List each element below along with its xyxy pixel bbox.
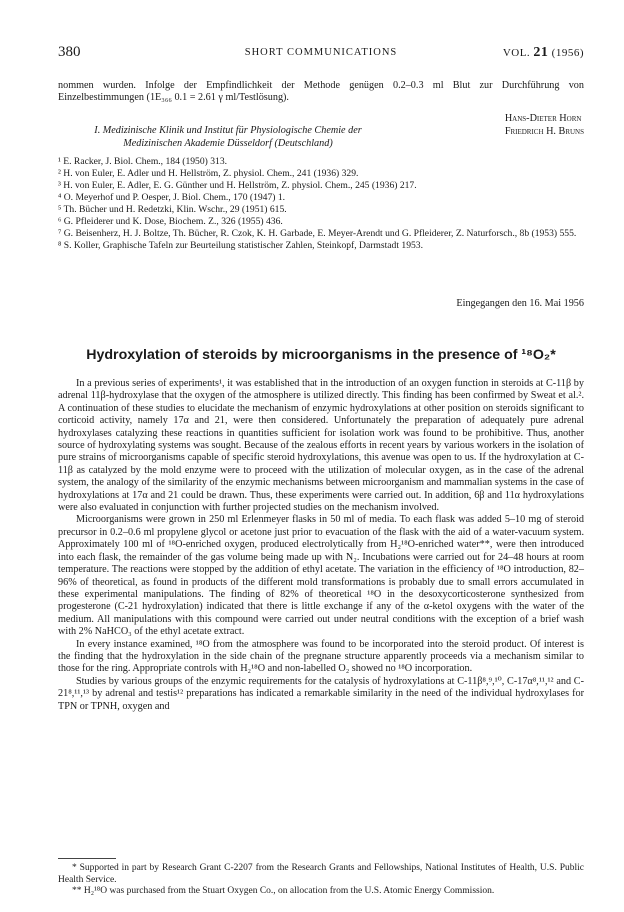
reference-list [58,156,584,252]
reference-item: ⁸ S. Koller, Graphische Tafeln zur Beurteilung statistischer Zahlen, Steinkopf, Darmstadt 1953. [58,240,423,251]
volume-info [503,45,584,61]
body-paragraph: In a previous series of experiments¹, it was established that in the introduction of an oxygen function in steroids at C-11β by adrenal 11β-hydroxylase that the oxygen of the atmosphere is utilized directly. This finding has been confirmed by Sweat et al.². A continuation of these studies to elucidate the mechanism of enzymic hydroxylations at other position on steroids significant to corticoid activity, namely 17α and 21, were then considered. Unfortunately the preparation of adequately pure adrenal hydroxylases catalyzing these reactions in quantities sufficient for isolation work was found to be prohibitive. Thus, another source of hydroxylating systems was sought. Because of the zealous efforts in recent years by various workers in the isolation of pure strains of microorganisms capable of specific steroid hydroxylations, this avenue was open to us. If the hydroxylation at C-11β as catalyzed by the mold enzyme were to proceed with the utilization of molecular oxygen, as in the case of the adrenal system, the analogy of the similarity of the enzymic mechanisms between microorganism and mammalian systems in the case of hydroxylations at 17α and 21 could be drawn. Thus, these experiments were carried out. In addition, 6β and 11α hydroxylations were also evaluated in conjunction with further projected studies on the mechanism involved. [58,378,584,514]
reference-item: ⁵ Th. Bücher und H. Redetzki, Klin. Wschr., 29 (1951) 615. [58,204,287,215]
reference-item: ⁶ G. Pfleiderer und K. Dose, Biochem. Z., 326 (1955) 436. [58,216,283,227]
author-2: Friedrich H. Bruns [504,125,584,137]
reference-item: ⁷ G. Beisenherz, H. J. Boltze, Th. Bücher, R. Czok, K. H. Garbade, E. Meyer-Arendt und G. Pfleiderer, Z. Naturforsch., 8b (1953) 555. [58,228,577,239]
institution-line-2: Medizinischen Akademie Düsseldorf (Deutschland) [123,137,333,149]
year: (1956) [551,47,584,59]
footnote-rule [58,858,116,859]
received-date: Eingegangen den 16. Mai 1956 [456,298,584,309]
intro-paragraph [58,80,584,105]
footnote-item: ** H₂¹⁸O was purchased from the Stuart Oxygen Co., on allocation from the U.S. Atomic Energy Commission. [72,886,495,896]
author-1: Hans-Dieter Horn [504,113,582,124]
reference-item: ¹ E. Racker, J. Biol. Chem., 184 (1950) 313. [58,156,228,167]
institution-line-1: I. Medizinische Klinik und Institut für Physiologische Chemie der [94,125,362,136]
page-number: 380 [58,44,81,60]
running-header [58,44,584,64]
footnote-item: * Supported in part by Research Grant C-2207 from the Research Grants and Fellowships, National Institutes of Health, U.S. Public Health Service. [58,863,584,885]
volume-prefix: VOL. [502,47,531,59]
journal-section: SHORT COMMUNICATIONS [244,47,398,58]
body-paragraph: In every instance examined, ¹⁸O from the atmosphere was found to be incorporated into the steroid product. Of interest is the finding that the hydroxylation in the side chain of the pregnane structure apparently proceeds via a mechanism similar to those for the ring. Appropriate controls with H₂¹⁸O and non-labelled O₂ showed no ¹⁸O incorporation. [58,638,584,675]
reference-item: ⁴ O. Meyerhof und P. Oesper, J. Biol. Chem., 170 (1947) 1. [58,192,286,203]
author-list [505,113,584,138]
article-body [58,378,584,713]
reference-item: ³ H. von Euler, E. Adler, E. G. Günther und H. Hellström, Z. physiol. Chem., 245 (1936) 217. [58,180,417,191]
institution [58,125,398,150]
article-title: Hydroxylation of steroids by microorganisms in the presence of ¹⁸O₂* [86,347,556,363]
body-paragraph: Microorganisms were grown in 250 ml Erlenmeyer flasks in 50 ml of media. To each flask was added 5–10 mg of steroid precursor in 0.2–0.6 ml propylene glycol or acetone just prior to evacuation of the flask with the aid of a water-vacuum system. Approximately 100 ml of ¹⁸O-enriched oxygen, produced electrolytically from H₂¹⁸O-enriched water**, were then introduced into each flask, the remainder of the gas volume being made up with N₂. Incubations were carried out for 24–48 hours at room temperature. The reactions were stopped by the addition of ethyl acetate. The variation in the efficiency of ¹⁸O introduction, 82–96% of theoretical, as found in products of the different mold transformations is probably due to small errors accumulated in these experimental manipulations. The finding of 82% of theoretical ¹⁸O in the desoxycorticosterone synthesized from progesterone (C-21 hydroxylation) indicated that there is little exchange if any of the α-ketol oxygens with the water of the medium. All manipulations with this compound were carried out under neutral conditions with the exception of a brief wash with 2% NaHCO₃ of the ethyl acetate extract. [58,514,584,638]
footnotes [58,863,584,898]
body-paragraph: Studies by various groups of the enzymic requirements for the catalysis of hydroxylations at C-11β⁸,⁹,¹⁰, C-17α⁸,¹¹,¹² and C-21⁸,¹¹,¹³ by adrenal and testis¹² preparations has indicated a remarkable similarity in the need of the individual hydroxylases for TPN or TPNH, oxygen and [58,675,584,712]
intro-text: nommen wurden. Infolge der Empfindlichkeit der Methode genügen 0.2–0.3 ml Blut zur Durchführung von Einzelbestimmungen (1E₃₆₆ 0.1 = 2.61 γ ml/Testlösung). [58,80,584,104]
volume-number: 21 [533,45,549,60]
reference-item: ² H. von Euler, E. Adler und H. Hellström, Z. physiol. Chem., 241 (1936) 329. [58,168,359,179]
